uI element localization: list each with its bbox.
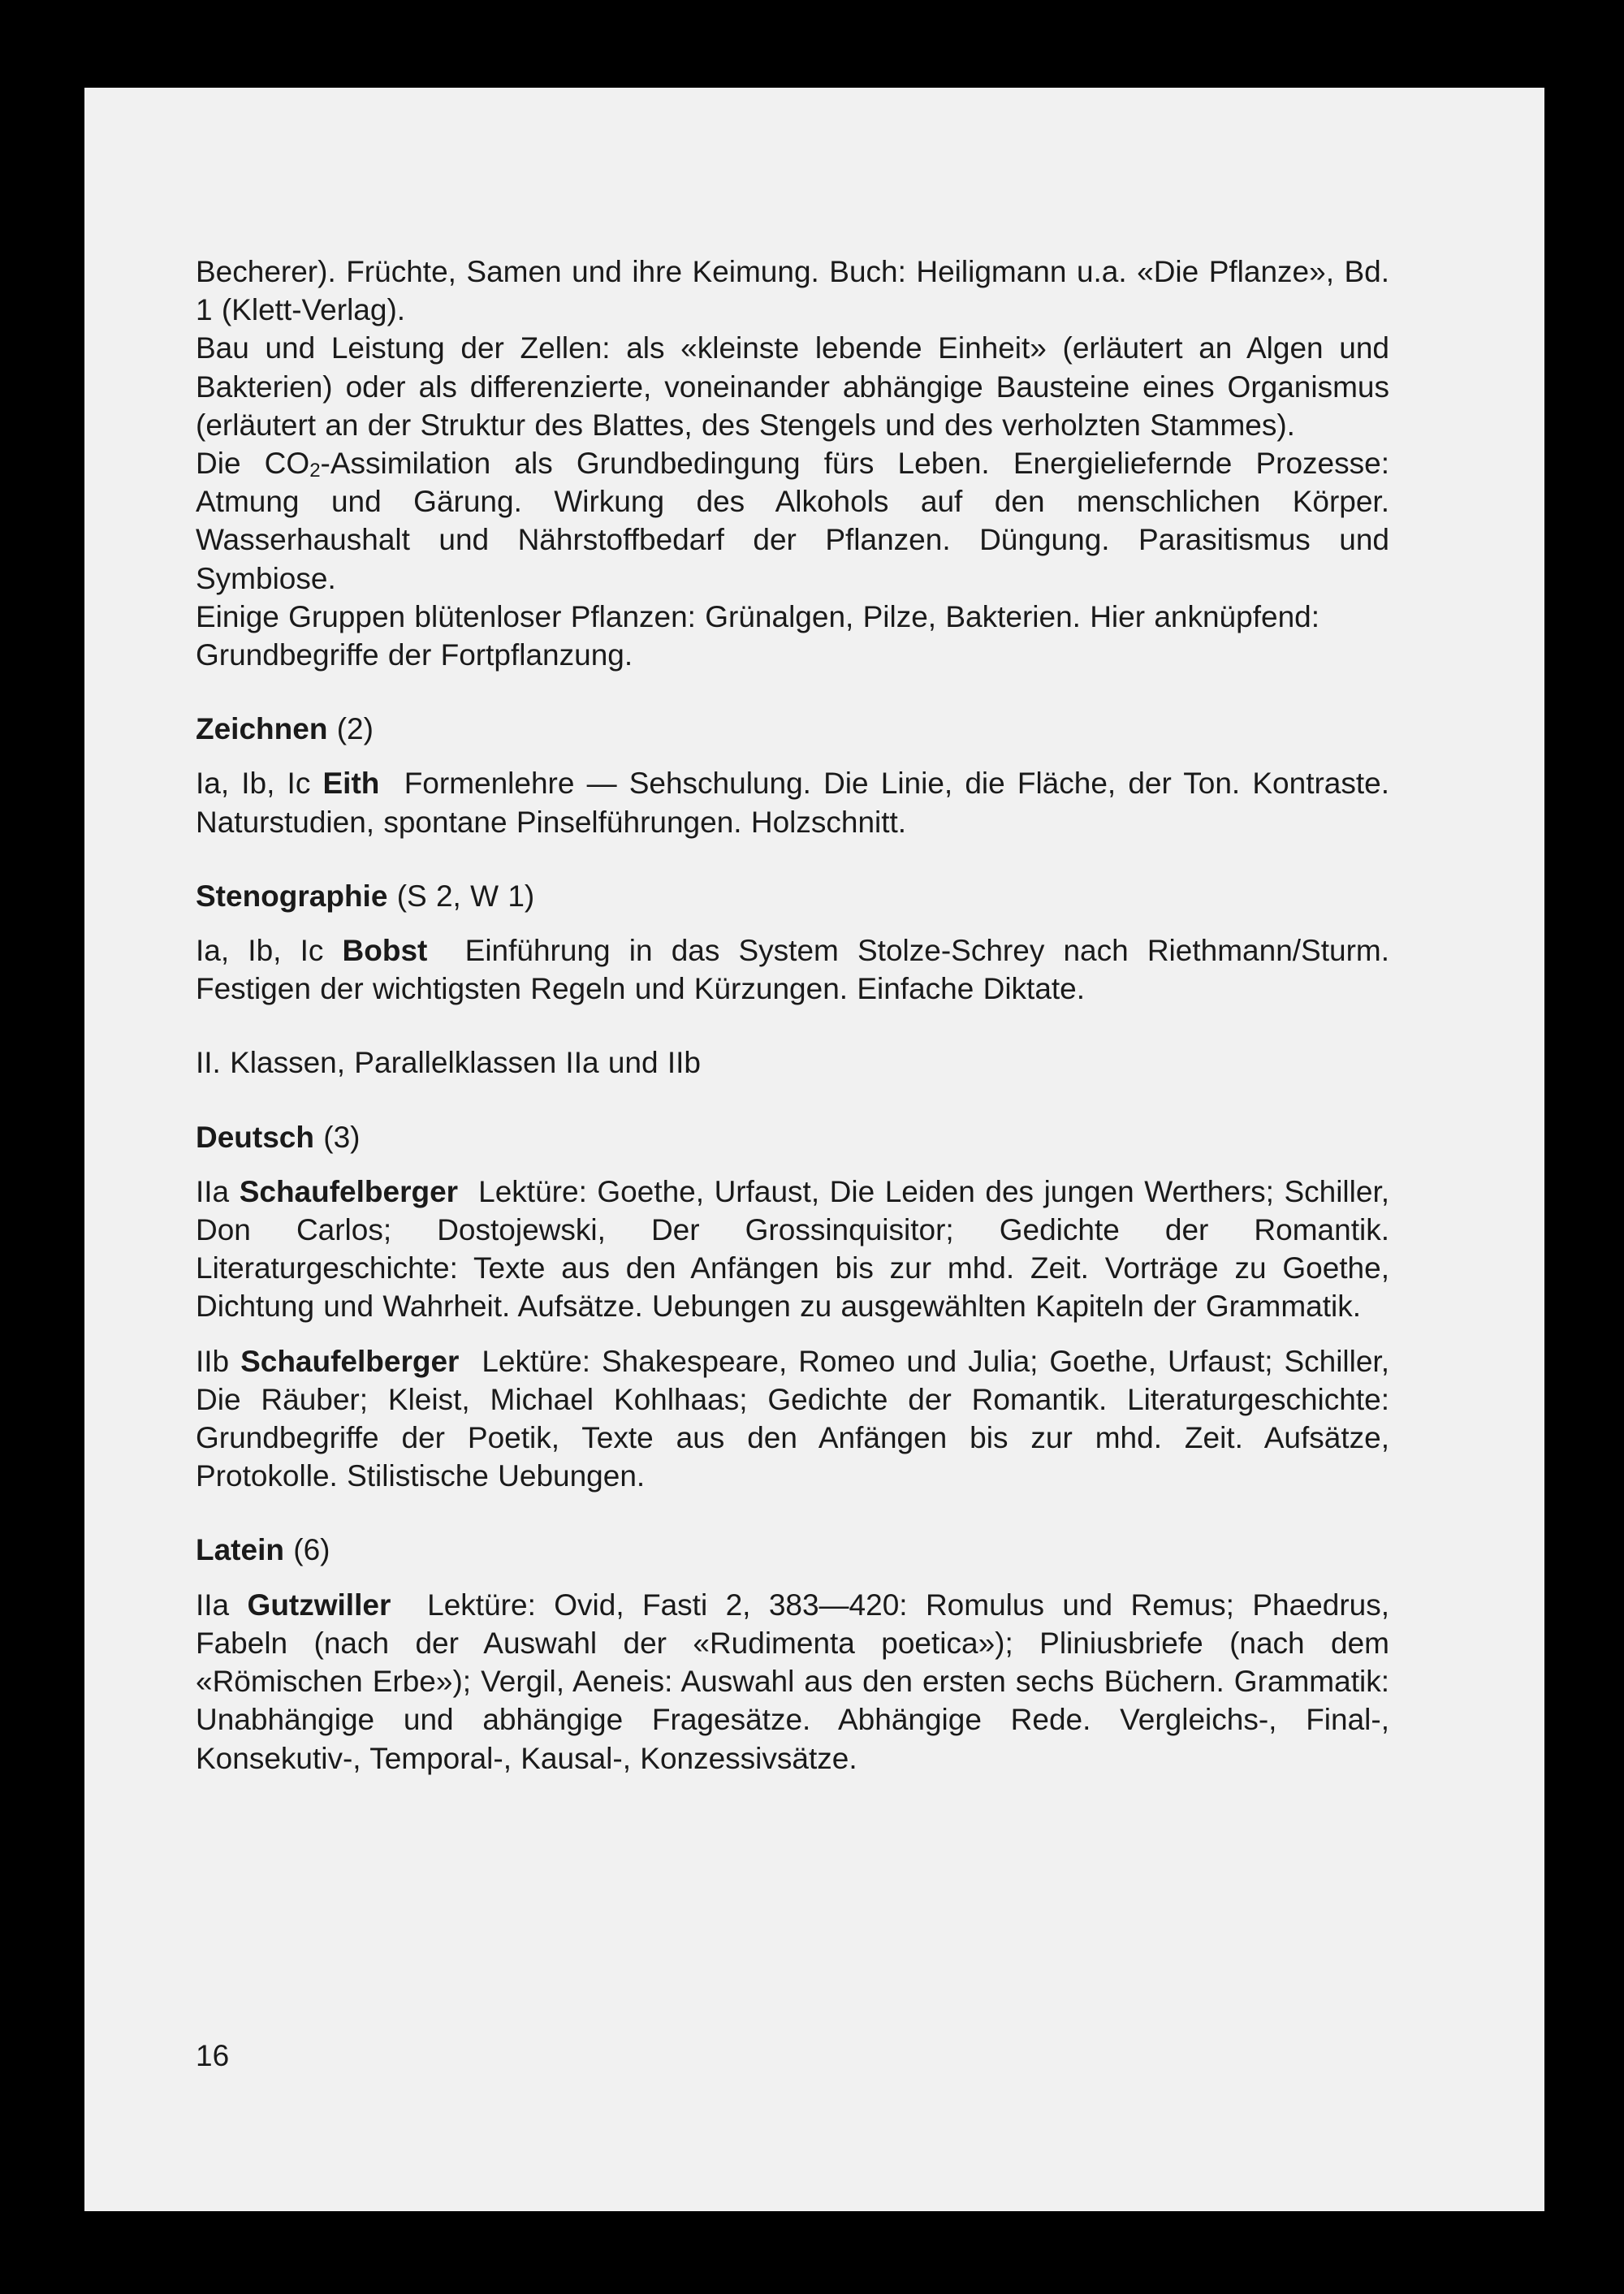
zeichnen-teacher: Eith — [322, 767, 380, 801]
zeichnen-title: Zeichnen — [196, 712, 328, 746]
page-content — [196, 253, 1389, 1778]
latein-title: Latein — [196, 1533, 284, 1567]
section-heading: II. Klassen, Parallelklassen IIa und IIb — [196, 1046, 702, 1080]
deutsch-entry-iib — [196, 1342, 1389, 1496]
stenographie-classes: Ia, Ib, Ic — [196, 934, 324, 968]
latein-hours: (6) — [293, 1533, 330, 1567]
intro-paragraph-2: Bau und Leistung der Zellen: als «kleinste lebende Einheit» (erläutert an Algen und Bakterien) oder als differenzierte, voneinander abhängige Bausteine eines Organismus (erläutert an der Struktur des Blattes, des Stengels und des verholzten Stammes). — [196, 331, 1389, 442]
page-number: 16 — [196, 2039, 230, 2072]
latein-heading — [196, 1531, 1389, 1569]
zeichnen-classes: Ia, Ib, Ic — [196, 767, 311, 801]
latein-entry — [196, 1586, 1389, 1778]
latein-text: Lektüre: Ovid, Fasti 2, 383—420: Romulus und Remus; Phaedrus, Fabeln (nach der Auswahl der «Rudimenta poetica»); Pliniusbriefe (nach dem «Römischen Erbe»); Vergil, Aeneis: Auswahl aus den ersten sechs Büchern. Grammatik: Unabhängige und abhängige Fragesätze. Abhängige Rede. Vergleichs-, Final-, Konsekutiv-, Temporal-, Kausal-, Konzessivsätze. — [196, 1588, 1390, 1775]
deutsch-class-iib: IIb — [196, 1344, 230, 1378]
zeichnen-text: Formenlehre — Sehschulung. Die Linie, die Fläche, der Ton. Kontraste. Naturstudien, spontane Pinselführungen. Holzschnitt. — [196, 767, 1390, 839]
co2-prefix: Die CO — [196, 447, 310, 481]
zeichnen-hours: (2) — [336, 712, 374, 746]
document-page — [84, 88, 1544, 2211]
zeichnen-heading — [196, 710, 1389, 748]
deutsch-heading — [196, 1118, 1389, 1156]
stenographie-text: Einführung in das System Stolze-Schrey nach Riethmann/Sturm. Festigen der wichtigsten Regeln und Kürzungen. Einfache Diktate. — [196, 934, 1390, 1006]
deutsch-teacher-iia: Schaufelberger — [239, 1174, 459, 1208]
zeichnen-entry — [196, 764, 1389, 840]
latein-teacher: Gutzwiller — [247, 1588, 391, 1622]
deutsch-title: Deutsch — [196, 1120, 314, 1154]
intro-paragraph-3 — [196, 444, 1389, 598]
intro-paragraph-1: Becherer). Früchte, Samen und ihre Keimung. Buch: Heiligmann u.a. «Die Pflanze», Bd. 1 (Klett-Verlag). — [196, 255, 1389, 327]
stenographie-hours: (S 2, W 1) — [396, 879, 535, 913]
deutsch-entry-iia — [196, 1173, 1389, 1326]
intro-paragraph-4: Einige Gruppen blütenloser Pflanzen: Grünalgen, Pilze, Bakterien. Hier anknüpfend: Grundbegriffe der Fortpflanzung. — [196, 599, 1320, 672]
deutsch-hours: (3) — [323, 1120, 361, 1154]
co2-subscript: 2 — [309, 460, 321, 482]
deutsch-class-iia: IIa — [196, 1174, 230, 1208]
stenographie-entry — [196, 931, 1389, 1008]
latein-class: IIa — [196, 1588, 230, 1622]
deutsch-teacher-iib: Schaufelberger — [240, 1344, 460, 1378]
stenographie-title: Stenographie — [196, 879, 388, 913]
deutsch-text-iib: Lektüre: Shakespeare, Romeo und Julia; Goethe, Urfaust; Schiller, Die Räuber; Kleist, Michael Kohlhaas; Gedichte der Romantik. Literaturgeschichte: Grundbegriffe der Poetik, Texte aus den Anfängen bis zur mhd. Zeit. Aufsätze, Protokolle. Stilistische Uebungen. — [196, 1344, 1389, 1493]
deutsch-text-iia: Lektüre: Goethe, Urfaust, Die Leiden des jungen Werthers; Schiller, Don Carlos; Dostojewski, Der Grossinquisitor; Gedichte der Romantik. Literaturgeschichte: Texte aus den Anfängen bis zur mhd. Zeit. Vorträge zu Goethe, Dichtung und Wahrheit. Aufsätze. Uebungen zu ausgewählten Kapiteln der Grammatik. — [196, 1174, 1390, 1324]
stenographie-teacher: Bobst — [342, 934, 428, 968]
stenographie-heading — [196, 877, 1389, 915]
co2-text: -Assimilation als Grundbedingung fürs Leben. Energieliefernde Prozesse: Atmung und Gärung. Wirkung des Alkohols auf den menschlichen Körper. Wasserhaushalt und Nährstoffbedarf der Pflanzen. Düngung. Parasitismus und Symbiose. — [196, 447, 1389, 595]
